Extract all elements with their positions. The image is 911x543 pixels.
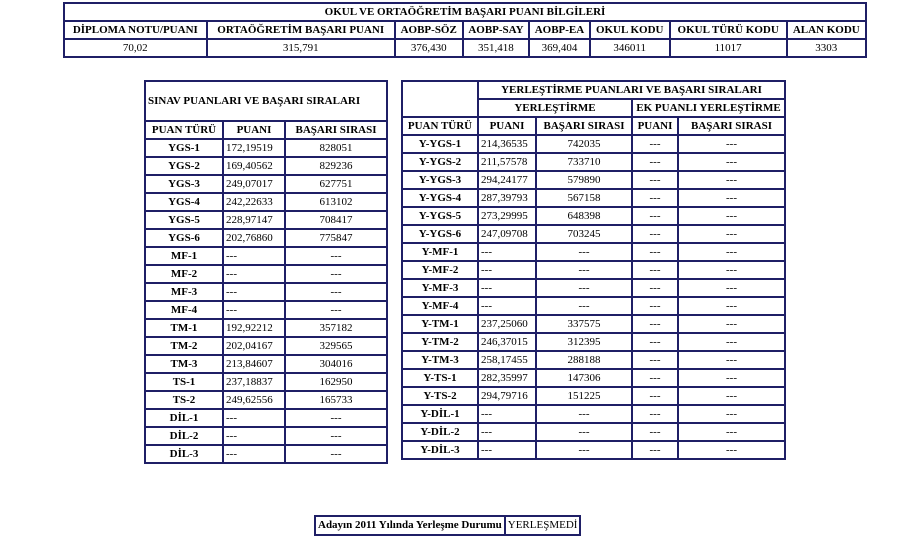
puan-cell: --- <box>223 409 285 427</box>
okul-header: ALAN KODU <box>787 21 866 39</box>
puan-cell: --- <box>223 265 285 283</box>
table-row <box>402 351 785 369</box>
puan-cell: --- <box>478 261 536 279</box>
ek-puan-cell: --- <box>632 135 678 153</box>
yer-title: YERLEŞTİRME PUANLARI VE BAŞARI SIRALARI <box>478 81 785 99</box>
basari-sirasi-cell: 627751 <box>285 175 387 193</box>
basari-sirasi-cell: --- <box>678 387 785 405</box>
puan-cell: 247,09708 <box>478 225 536 243</box>
basari-sirasi-cell: --- <box>536 423 632 441</box>
basari-sirasi-cell: 742035 <box>536 135 632 153</box>
ek-puan-cell: --- <box>632 441 678 459</box>
basari-sirasi-cell: --- <box>678 153 785 171</box>
puan-turu-cell: Y-MF-1 <box>402 243 478 261</box>
ek-puan-cell: --- <box>632 351 678 369</box>
puan-cell: 273,29995 <box>478 207 536 225</box>
basari-sirasi-cell: --- <box>678 225 785 243</box>
basari-sirasi-cell: 703245 <box>536 225 632 243</box>
puan-cell: --- <box>223 427 285 445</box>
basari-sirasi-cell: --- <box>536 243 632 261</box>
table-row <box>402 423 785 441</box>
ek-puan-cell: --- <box>632 369 678 387</box>
puan-turu-cell: Y-DİL-1 <box>402 405 478 423</box>
okul-value: 351,418 <box>463 39 530 57</box>
table-row <box>145 319 387 337</box>
sinav-title: SINAV PUANLARI VE BAŞARI SIRALARI <box>145 81 387 121</box>
basari-sirasi-cell: 733710 <box>536 153 632 171</box>
puan-cell: 202,76860 <box>223 229 285 247</box>
yer-header: PUAN TÜRÜ <box>402 117 478 135</box>
table-row <box>402 189 785 207</box>
ek-puan-cell: --- <box>632 297 678 315</box>
basari-sirasi-cell: --- <box>285 283 387 301</box>
ek-puan-cell: --- <box>632 207 678 225</box>
durum-row <box>315 516 580 535</box>
puan-turu-cell: Y-YGS-6 <box>402 225 478 243</box>
basari-sirasi-cell: --- <box>536 279 632 297</box>
table-row <box>145 193 387 211</box>
basari-sirasi-cell: --- <box>285 409 387 427</box>
table-row <box>402 387 785 405</box>
okul-title: OKUL VE ORTAÖĞRETİM BAŞARI PUANI BİLGİLERİ <box>64 3 866 21</box>
puan-turu-cell: DİL-1 <box>145 409 223 427</box>
puan-turu-cell: YGS-6 <box>145 229 223 247</box>
puan-turu-cell: MF-4 <box>145 301 223 319</box>
basari-sirasi-cell: --- <box>285 265 387 283</box>
puan-turu-cell: Y-TS-1 <box>402 369 478 387</box>
puan-cell: 192,92212 <box>223 319 285 337</box>
yerlestirme-scores-table <box>401 80 786 460</box>
sinav-header: PUAN TÜRÜ <box>145 121 223 139</box>
puan-cell: 211,57578 <box>478 153 536 171</box>
puan-turu-cell: MF-1 <box>145 247 223 265</box>
table-row <box>402 297 785 315</box>
basari-sirasi-cell: --- <box>678 261 785 279</box>
okul-info-table <box>63 2 867 58</box>
table-row <box>145 283 387 301</box>
puan-cell: 282,35997 <box>478 369 536 387</box>
basari-sirasi-cell: 648398 <box>536 207 632 225</box>
puan-cell: --- <box>478 405 536 423</box>
ek-puan-cell: --- <box>632 333 678 351</box>
ek-puan-cell: --- <box>632 243 678 261</box>
basari-sirasi-cell: --- <box>536 405 632 423</box>
puan-cell: --- <box>478 279 536 297</box>
basari-sirasi-cell: 357182 <box>285 319 387 337</box>
basari-sirasi-cell: --- <box>285 247 387 265</box>
basari-sirasi-cell: 775847 <box>285 229 387 247</box>
okul-value: 369,404 <box>529 39 589 57</box>
sinav-header: BAŞARI SIRASI <box>285 121 387 139</box>
table-row <box>145 373 387 391</box>
okul-value: 346011 <box>590 39 670 57</box>
table-row <box>145 139 387 157</box>
placement-status-value: YERLEŞMEDİ <box>505 516 581 535</box>
okul-value-row <box>64 39 866 57</box>
basari-sirasi-cell: 304016 <box>285 355 387 373</box>
basari-sirasi-cell: --- <box>678 423 785 441</box>
table-row <box>145 355 387 373</box>
basari-sirasi-cell: --- <box>285 445 387 463</box>
ek-puan-cell: --- <box>632 225 678 243</box>
okul-value: 3303 <box>787 39 866 57</box>
okul-header: AOBP-EA <box>529 21 589 39</box>
puan-cell: 242,22633 <box>223 193 285 211</box>
puan-turu-cell: TM-1 <box>145 319 223 337</box>
table-row <box>402 369 785 387</box>
basari-sirasi-cell: 708417 <box>285 211 387 229</box>
table-row <box>145 157 387 175</box>
yer-empty-cell <box>402 81 478 117</box>
basari-sirasi-cell: --- <box>678 405 785 423</box>
puan-cell: --- <box>223 283 285 301</box>
basari-sirasi-cell: 151225 <box>536 387 632 405</box>
yer-title-row <box>402 81 785 99</box>
ek-puan-cell: --- <box>632 279 678 297</box>
puan-turu-cell: YGS-2 <box>145 157 223 175</box>
puan-turu-cell: TS-1 <box>145 373 223 391</box>
basari-sirasi-cell: --- <box>678 279 785 297</box>
okul-header: OKUL KODU <box>590 21 670 39</box>
basari-sirasi-cell: --- <box>678 315 785 333</box>
basari-sirasi-cell: --- <box>678 369 785 387</box>
table-row <box>145 211 387 229</box>
yer-subheader-yerlestirme: YERLEŞTİRME <box>478 99 632 117</box>
basari-sirasi-cell: --- <box>678 333 785 351</box>
puan-cell: --- <box>223 301 285 319</box>
puan-cell: --- <box>223 247 285 265</box>
table-row <box>145 247 387 265</box>
okul-header: DİPLOMA NOTU/PUANI <box>64 21 207 39</box>
puan-turu-cell: Y-DİL-2 <box>402 423 478 441</box>
table-row <box>145 265 387 283</box>
puan-turu-cell: Y-MF-3 <box>402 279 478 297</box>
table-row <box>145 409 387 427</box>
puan-turu-cell: DİL-2 <box>145 427 223 445</box>
sinav-scores-table <box>144 80 388 464</box>
placement-status-table <box>314 515 581 536</box>
ek-puan-cell: --- <box>632 171 678 189</box>
puan-cell: --- <box>478 297 536 315</box>
puan-cell: 214,36535 <box>478 135 536 153</box>
okul-header: AOBP-SAY <box>463 21 530 39</box>
puan-turu-cell: Y-DİL-3 <box>402 441 478 459</box>
ek-puan-cell: --- <box>632 405 678 423</box>
puan-turu-cell: Y-MF-4 <box>402 297 478 315</box>
basari-sirasi-cell: 579890 <box>536 171 632 189</box>
yer-header: BAŞARI SIRASI <box>536 117 632 135</box>
basari-sirasi-cell: 162950 <box>285 373 387 391</box>
okul-value: 70,02 <box>64 39 207 57</box>
puan-cell: 249,07017 <box>223 175 285 193</box>
puan-turu-cell: Y-YGS-3 <box>402 171 478 189</box>
basari-sirasi-cell: --- <box>536 441 632 459</box>
puan-cell: --- <box>478 423 536 441</box>
table-row <box>145 427 387 445</box>
basari-sirasi-cell: 147306 <box>536 369 632 387</box>
okul-value: 376,430 <box>395 39 463 57</box>
basari-sirasi-cell: 613102 <box>285 193 387 211</box>
puan-cell: --- <box>478 441 536 459</box>
basari-sirasi-cell: --- <box>678 135 785 153</box>
puan-turu-cell: TM-3 <box>145 355 223 373</box>
basari-sirasi-cell: --- <box>678 441 785 459</box>
puan-turu-cell: YGS-1 <box>145 139 223 157</box>
basari-sirasi-cell: --- <box>536 297 632 315</box>
puan-cell: 258,17455 <box>478 351 536 369</box>
table-row <box>402 207 785 225</box>
puan-turu-cell: MF-3 <box>145 283 223 301</box>
okul-title-row <box>64 3 866 21</box>
puan-turu-cell: Y-YGS-1 <box>402 135 478 153</box>
puan-turu-cell: TM-2 <box>145 337 223 355</box>
yer-subheader-ek: EK PUANLI YERLEŞTİRME <box>632 99 785 117</box>
ek-puan-cell: --- <box>632 261 678 279</box>
basari-sirasi-cell: --- <box>678 297 785 315</box>
okul-value: 11017 <box>670 39 787 57</box>
table-row <box>402 405 785 423</box>
basari-sirasi-cell: --- <box>678 207 785 225</box>
puan-cell: 249,62556 <box>223 391 285 409</box>
puan-turu-cell: Y-TS-2 <box>402 387 478 405</box>
puan-turu-cell: Y-YGS-5 <box>402 207 478 225</box>
table-row <box>402 441 785 459</box>
okul-header-row <box>64 21 866 39</box>
ek-puan-cell: --- <box>632 153 678 171</box>
basari-sirasi-cell: --- <box>678 189 785 207</box>
table-row <box>402 225 785 243</box>
yer-rows <box>402 135 785 459</box>
okul-header: OKUL TÜRÜ KODU <box>670 21 787 39</box>
puan-turu-cell: TS-2 <box>145 391 223 409</box>
basari-sirasi-cell: --- <box>285 301 387 319</box>
table-row <box>402 279 785 297</box>
basari-sirasi-cell: --- <box>678 243 785 261</box>
puan-turu-cell: Y-TM-1 <box>402 315 478 333</box>
ek-puan-cell: --- <box>632 315 678 333</box>
basari-sirasi-cell: 312395 <box>536 333 632 351</box>
basari-sirasi-cell: 337575 <box>536 315 632 333</box>
puan-cell: 287,39793 <box>478 189 536 207</box>
table-row <box>145 445 387 463</box>
puan-turu-cell: Y-TM-2 <box>402 333 478 351</box>
puan-cell: 213,84607 <box>223 355 285 373</box>
okul-header: ORTAÖĞRETİM BAŞARI PUANI <box>207 21 395 39</box>
puan-turu-cell: Y-TM-3 <box>402 351 478 369</box>
table-row <box>145 175 387 193</box>
puan-cell: 294,79716 <box>478 387 536 405</box>
yer-header: PUANI <box>478 117 536 135</box>
table-row <box>402 243 785 261</box>
puan-turu-cell: Y-YGS-2 <box>402 153 478 171</box>
okul-value: 315,791 <box>207 39 395 57</box>
basari-sirasi-cell: 329565 <box>285 337 387 355</box>
table-row <box>145 337 387 355</box>
basari-sirasi-cell: --- <box>678 171 785 189</box>
puan-cell: 169,40562 <box>223 157 285 175</box>
sinav-rows <box>145 139 387 463</box>
puan-cell: --- <box>478 243 536 261</box>
basari-sirasi-cell: 829236 <box>285 157 387 175</box>
puan-cell: 228,97147 <box>223 211 285 229</box>
puan-turu-cell: YGS-3 <box>145 175 223 193</box>
puan-turu-cell: YGS-5 <box>145 211 223 229</box>
table-row <box>402 315 785 333</box>
yer-header-row <box>402 117 785 135</box>
basari-sirasi-cell: 828051 <box>285 139 387 157</box>
okul-header: AOBP-SÖZ <box>395 21 463 39</box>
table-row <box>402 153 785 171</box>
table-row <box>402 135 785 153</box>
ek-puan-cell: --- <box>632 387 678 405</box>
yer-header: BAŞARI SIRASI <box>678 117 785 135</box>
basari-sirasi-cell: 165733 <box>285 391 387 409</box>
puan-cell: 294,24177 <box>478 171 536 189</box>
puan-turu-cell: Y-YGS-4 <box>402 189 478 207</box>
puan-turu-cell: Y-MF-2 <box>402 261 478 279</box>
basari-sirasi-cell: --- <box>678 351 785 369</box>
puan-turu-cell: MF-2 <box>145 265 223 283</box>
sinav-header-row <box>145 121 387 139</box>
sinav-header: PUANI <box>223 121 285 139</box>
basari-sirasi-cell: 288188 <box>536 351 632 369</box>
puan-cell: 237,18837 <box>223 373 285 391</box>
puan-cell: 237,25060 <box>478 315 536 333</box>
basari-sirasi-cell: --- <box>285 427 387 445</box>
table-row <box>402 171 785 189</box>
ek-puan-cell: --- <box>632 189 678 207</box>
puan-turu-cell: YGS-4 <box>145 193 223 211</box>
puan-cell: 172,19519 <box>223 139 285 157</box>
puan-cell: 246,37015 <box>478 333 536 351</box>
puan-cell: 202,04167 <box>223 337 285 355</box>
table-row <box>145 391 387 409</box>
sinav-title-row <box>145 81 387 121</box>
ek-puan-cell: --- <box>632 423 678 441</box>
table-row <box>145 229 387 247</box>
table-row <box>145 301 387 319</box>
table-row <box>402 261 785 279</box>
puan-cell: --- <box>223 445 285 463</box>
puan-turu-cell: DİL-3 <box>145 445 223 463</box>
placement-status-label: Adayın 2011 Yılında Yerleşme Durumu <box>315 516 505 535</box>
yer-header: PUANI <box>632 117 678 135</box>
table-row <box>402 333 785 351</box>
basari-sirasi-cell: 567158 <box>536 189 632 207</box>
basari-sirasi-cell: --- <box>536 261 632 279</box>
